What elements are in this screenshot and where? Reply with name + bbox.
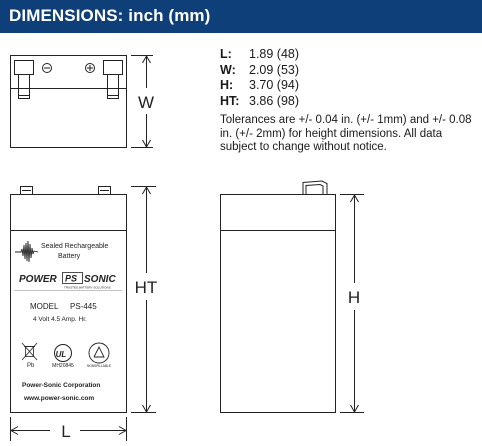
soundwave-icon (15, 241, 38, 262)
h-label: H (347, 288, 361, 307)
corp-name: Power-Sonic Corporation (22, 382, 101, 389)
battery-rating: 4 Volt 4.5 Amp. Hr. (33, 316, 87, 323)
ul-code: MH20845 (52, 363, 74, 369)
tolerance-note: Tolerances are +/- 0.04 in. (+/- 1mm) and +/- 0.08 in. (+/- 2mm) for height dimensions. All data subject to change without notice. (220, 114, 472, 153)
front-view (11, 187, 127, 413)
side-view-outline (221, 195, 336, 413)
ht-label: HT (134, 278, 158, 297)
spec-key: H: (220, 78, 234, 92)
battery-type-text: Battery (58, 253, 81, 260)
side-view (221, 181, 336, 413)
pb-text: Pb (27, 363, 35, 369)
spec-key: L: (220, 47, 232, 61)
model-label: MODEL (30, 302, 59, 311)
front-view-outline (11, 195, 127, 413)
spec-value: 3.70 (94) (249, 78, 300, 92)
top-view (11, 56, 127, 148)
w-label: W (137, 93, 155, 112)
corp-url: www.power-sonic.com (24, 395, 95, 402)
recycle-icon (89, 343, 109, 363)
brand-tagline: TRUSTED BATTERY SOLUTIONS (64, 285, 111, 290)
brand-ps: PS (65, 273, 78, 284)
brand-power: POWER (19, 274, 57, 285)
spec-value: 3.86 (98) (249, 93, 300, 108)
nonspillable-text: NONSPILLABLE (87, 364, 111, 368)
left-terminal-icon (15, 61, 34, 75)
spec-key: W: (220, 62, 236, 77)
l-label: L (61, 422, 71, 441)
right-terminal-icon (104, 61, 123, 75)
battery-sealed-text: Sealed Rechargeable (41, 243, 109, 250)
crossed-bin-icon (22, 343, 37, 360)
model-number: PS-445 (70, 302, 97, 311)
spec-key: HT: (220, 93, 240, 108)
spec-value: 2.09 (53) (249, 62, 300, 77)
top-view-outline (11, 56, 127, 148)
section-title: DIMENSIONS: inch (mm) (9, 6, 211, 25)
ul-mark: UL (55, 350, 67, 359)
brand-sonic: SONIC (84, 274, 116, 285)
spec-value: 1.89 (48) (249, 47, 300, 61)
ht-dimension (131, 187, 156, 413)
